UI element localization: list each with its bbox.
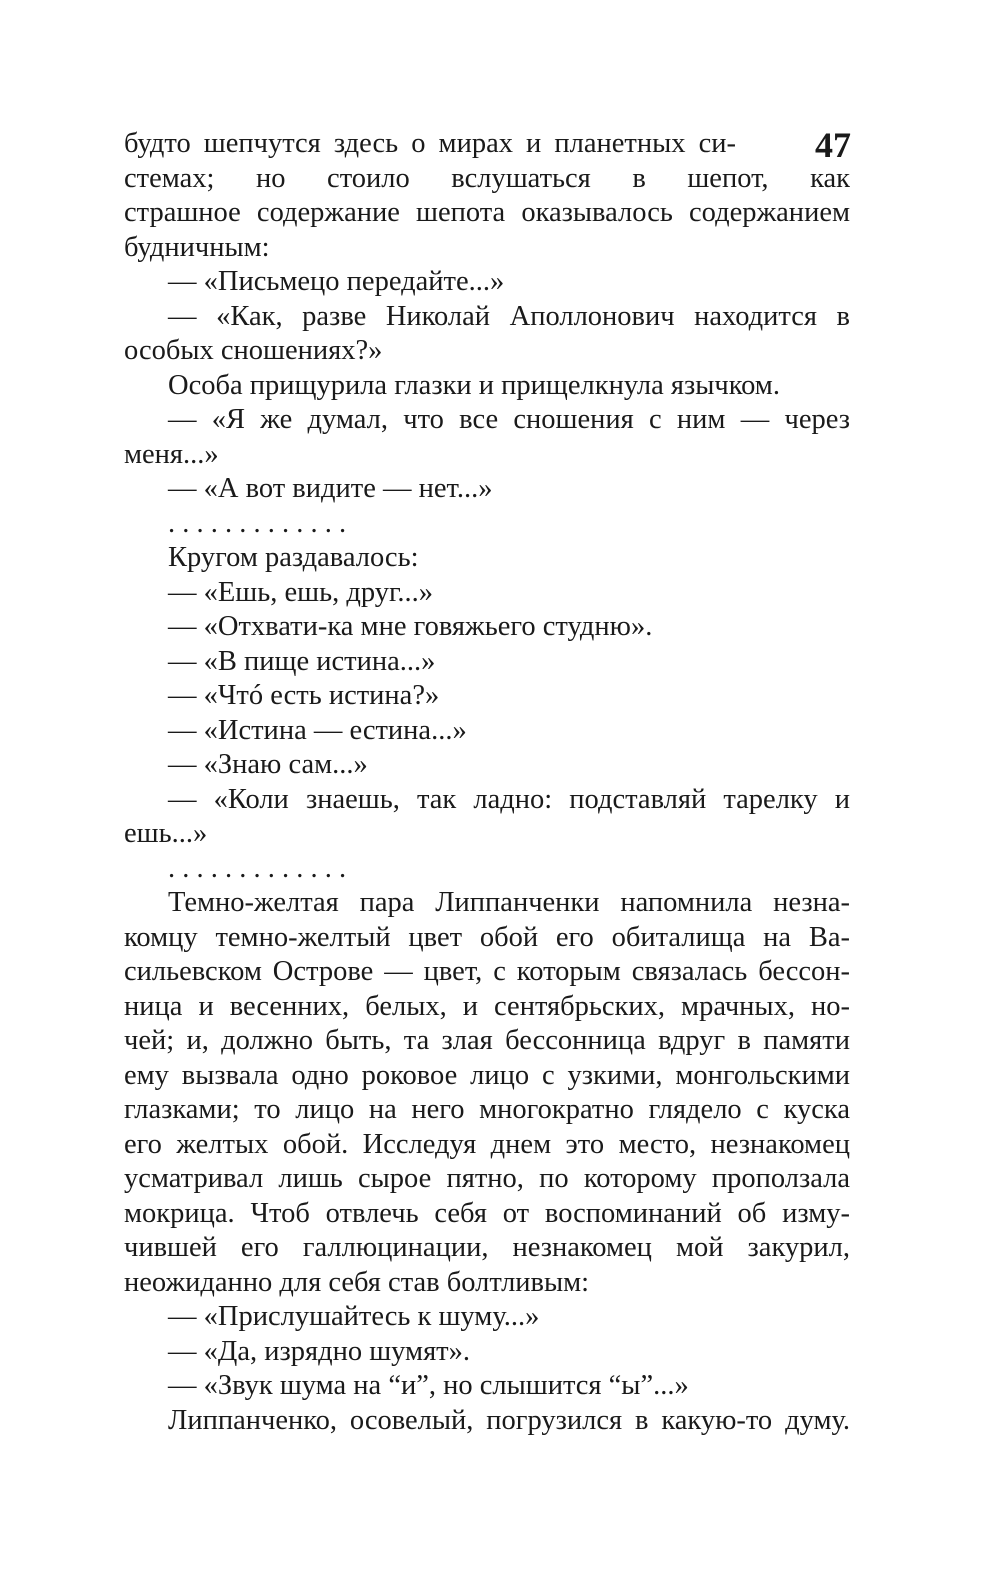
- text-line: ему вызвала одно роковое лицо с узкими, монгольскими: [124, 1059, 850, 1091]
- text-line: — «В пище истина...»: [168, 645, 436, 677]
- text-line: особых сношениях?»: [124, 335, 383, 366]
- text-line: чей; и, должно быть, та злая бессонница вдруг в памяти: [124, 1025, 850, 1056]
- text-line: его желтых обой. Исследуя днем это место, незнакомец: [124, 1128, 850, 1160]
- text-line: — «Знаю сам...»: [168, 749, 368, 780]
- text-line: — «Звук шума на “и”, но слышится “ы”...»: [168, 1370, 689, 1401]
- text-line: Липпанченко, осовелый, погрузился в какую-то думу.: [168, 1404, 850, 1436]
- text-line: — «Как, разве Николай Аполлонович находится в: [168, 300, 850, 332]
- text-line: — «Прислушайтесь к шуму...»: [168, 1301, 540, 1332]
- page-number: 47: [815, 125, 851, 165]
- text-line: мокрица. Чтоб отвлечь себя от воспоминаний об изму-: [124, 1197, 850, 1229]
- text-line: глазками; то лицо на него многократно глядело с куска: [124, 1094, 850, 1125]
- text-line: страшное содержание шепота оказывалось содержанием: [124, 197, 850, 228]
- text-line: будничным:: [124, 231, 270, 263]
- text-line: . . . . . . . . . . . . .: [168, 507, 347, 539]
- text-line: — «Чтó есть истина?»: [168, 680, 440, 711]
- text-line: Кругом раздавалось:: [168, 542, 419, 573]
- text-line: будто шепчутся здесь о мирах и планетных си-: [124, 128, 736, 159]
- text-line: — «Письмецо передайте...»: [168, 266, 505, 297]
- text-line: Особа прищурила глазки и прищелкнула язычком.: [168, 369, 780, 401]
- text-line: сильевском Острове — цвет, с которым связалась бессон-: [124, 956, 850, 987]
- text-line: — «А вот видите — нет...»: [168, 473, 493, 504]
- text-line: Темно-желтая пара Липпанченки напомнила незна-: [168, 887, 850, 918]
- text-line: ница и весенних, белых, и сентябрьских, мрачных, но-: [124, 990, 850, 1022]
- body-text: [124, 127, 850, 1438]
- text-line: неожиданно для себя став болтливым:: [124, 1266, 590, 1298]
- text-line: . . . . . . . . . . . . .: [168, 852, 347, 884]
- text-line: усматривал лишь сырое пятно, по которому проползала: [124, 1163, 850, 1194]
- text-line: — «Я же думал, что все сношения с ним — через: [168, 404, 850, 435]
- text-line: — «Да, изрядно шумят».: [168, 1335, 471, 1367]
- text-line: — «Истина — естина...»: [168, 714, 467, 746]
- text-line: — «Коли знаешь, так ладно: подставляй тарелку и: [168, 783, 850, 815]
- text-line: стемах; но стоило вслушаться в шепот, как: [124, 162, 850, 194]
- text-line: комцу темно-желтый цвет обой его обиталища на Ва-: [124, 921, 850, 953]
- text-line: — «Ешь, ешь, друг...»: [168, 576, 434, 608]
- text-line: чившей его галлюцинации, незнакомец мой закурил,: [124, 1232, 850, 1263]
- text-line: — «Отхвати-ка мне говяжьего студню».: [168, 611, 653, 642]
- text-line: ешь...»: [124, 818, 208, 849]
- text-line: меня...»: [124, 438, 219, 470]
